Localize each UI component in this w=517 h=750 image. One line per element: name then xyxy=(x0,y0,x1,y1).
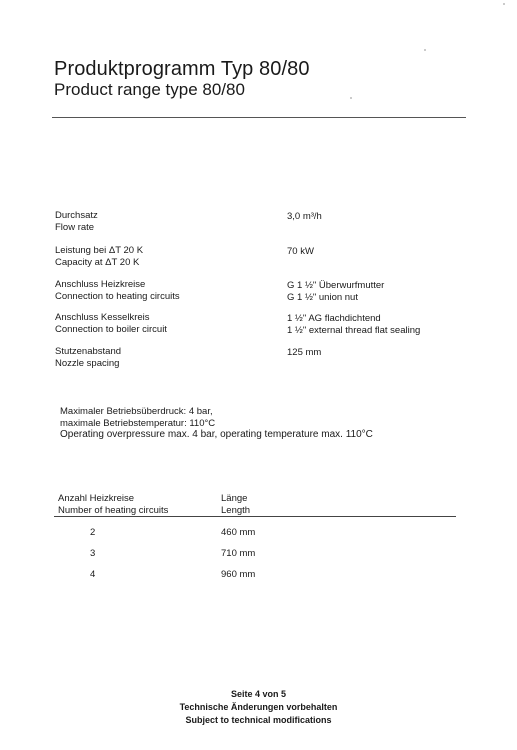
spec-value-flow-rate: 3,0 m³/h xyxy=(287,211,322,222)
spec-label-flow-rate: Durchsatz Flow rate xyxy=(55,210,98,233)
page-footer: Seite 4 von 5 Technische Änderungen vorbehalten Subject to technical modifications xyxy=(179,689,338,725)
spec-label-boiler-connection: Anschluss Kesselkreis Connection to boiler circuit xyxy=(55,312,167,335)
table-cell-length: 960 mm xyxy=(221,569,256,580)
table-cell-count: 4 xyxy=(90,569,96,580)
header-divider xyxy=(52,117,466,118)
spec-value-nozzle-spacing: 125 mm xyxy=(287,347,322,358)
table-cell-count: 3 xyxy=(90,548,96,559)
spec-value-heating-connection: G 1 ½" Überwurfmutter G 1 ½" union nut xyxy=(287,280,385,303)
table-header-circuits: Anzahl Heizkreise Number of heating circuits xyxy=(58,493,169,516)
scan-speck xyxy=(424,49,426,51)
spec-label-capacity: Leistung bei ΔT 20 K Capacity at ΔT 20 K xyxy=(55,245,144,268)
operating-limits-note: Maximaler Betriebsüberdruck: 4 bar, maximale Betriebstemperatur: 110°C Operating overpressure max. 4 bar, operating temperature max. 110°C xyxy=(60,406,373,440)
table-cell-count: 2 xyxy=(90,527,96,538)
page-title: Produktprogramm Typ 80/80 xyxy=(54,58,310,80)
table-header-length: Länge Length xyxy=(221,493,251,516)
scan-speck xyxy=(350,97,352,99)
table-cell-length: 710 mm xyxy=(221,548,256,559)
page-subtitle: Product range type 80/80 xyxy=(54,80,245,99)
spec-label-nozzle-spacing: Stutzenabstand Nozzle spacing xyxy=(55,346,122,369)
spec-value-boiler-connection: 1 ½" AG flachdichtend 1 ½" external thread flat sealing xyxy=(287,313,421,336)
table-cell-length: 460 mm xyxy=(221,527,256,538)
spec-label-heating-connection: Anschluss Heizkreise Connection to heating circuits xyxy=(55,279,180,302)
scan-speck xyxy=(503,3,505,5)
table-divider xyxy=(54,516,456,517)
spec-value-capacity: 70 kW xyxy=(287,246,314,257)
